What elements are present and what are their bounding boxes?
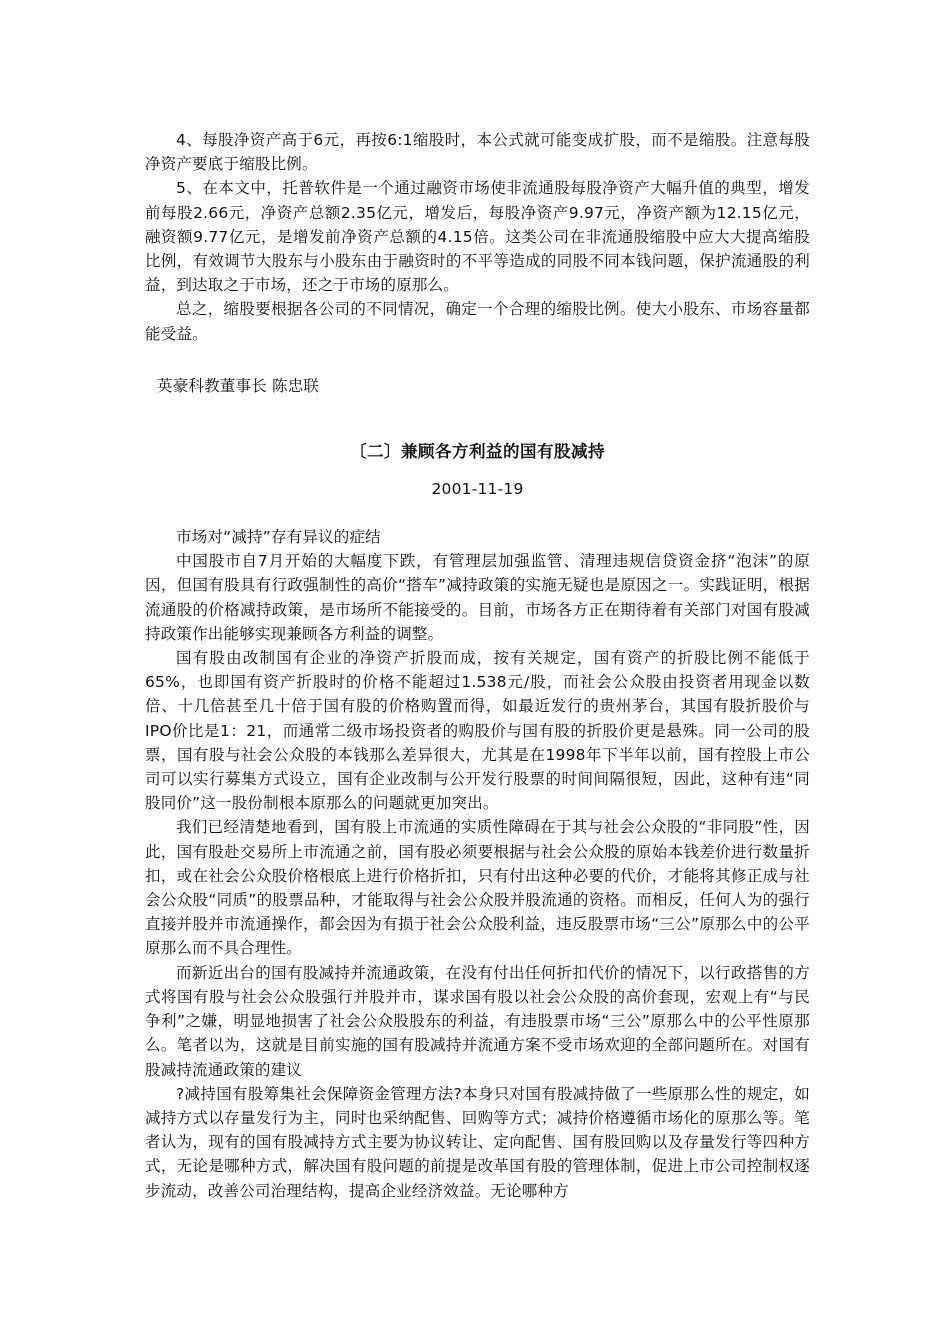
article-paragraph: 我们已经清楚地看到，国有股上市流通的实质性障碍在于其与社会公众股的“非同股”性，因此，国有股赴交易所上市流通之前，国有股必须要根据与社会公众股的原始本钱差价进行数量折扣，或在社会公众股价格根底上进行价格折扣，只有付出这种必要的代价，才能将其修正成与社会公众股“同质”的股票品种，才能取得与社会公众股并股流通的资格。而相反，任何人为的强行直接并股并市流通操作，都会因为有损于社会公众股利益，违反股票市场“三公”原那么中的公平原那么而不具合理性。 [145, 818, 810, 958]
article-paragraph: 而新近出台的国有股减持并流通政策，在没有付出任何折扣代价的情况下，以行政搭售的方式将国有股与社会公众股强行并股并市，谋求国有股以社会公众股的高价套现，宏观上有“与民争利”之嫌，明显地损害了社会公众股股东的利益，有违股票市场“三公”原那么中的公平性原那么。笔者以为，这就是目前实施的国有股减持并流通方案不受市场欢迎的全部问题所在。对国有股减持流通政策的建议 [145, 963, 810, 1079]
article-paragraph: ?减持国有股筹集社会保障资金管理方法?本身只对国有股减持做了一些原那么性的规定，如减持方式以存量发行为主，同时也采纳配售、回购等方式；减持价格遵循市场化的原那么等。笔者认为，现有的国有股减持方式主要为协议转让、定向配售、国有股回购以及存量发行等四种方式，无论是哪种方式，解决国有股问题的前提是改革国有股的管理体制，促进上市公司控制权逐步流动，改善公司治理结构，提高企业经济效益。无论哪种方 [145, 1084, 810, 1200]
paragraph-point-4: 4、每股净资产高于6元，再按6:1缩股时，本公式就可能变成扩股，而不是缩股。注意每股净资产要底于缩股比例。 [145, 131, 810, 174]
article-paragraph: 国有股由改制国有企业的净资产折股而成，按有关规定，国有资产的折股比例不能低于65%，也即国有资产折股时的价格不能超过1.538元/股，而社会公众股由投资者用现金以数倍、十几倍甚至几十倍于国有股的价格购置而得，如最近发行的贵州茅台，其国有股折股价与IPO价比是1：21，而通常二级市场投资者的购股价与国有股的折股价更是悬殊。同一公司的股票，国有股与社会公众股的本钱那么差异很大，尤其是在1998年下半年以前，国有控股上市公司可以实行募集方式设立，国有企业改制与公开发行股票的时间间隔很短，因此，这种有违“同股同价”这一股份制根本原那么的问题就更加突出。 [145, 649, 810, 813]
article-title: 〔二〕兼顾各方利益的国有股减持 [350, 442, 605, 462]
article-date: 2001-11-19 [431, 480, 524, 499]
paragraph-summary: 总之，缩股要根据各公司的不同情况，确定一个合理的缩股比例。使大小股东、市场容量都能受益。 [145, 300, 810, 343]
author-signature: 英豪科教董事长 陈忠联 [157, 376, 320, 395]
section-subheading: 市场对“减持”存有异议的症结 [176, 528, 381, 547]
article-paragraph: 中国股市自7月开始的大幅度下跌，有管理层加强监管、清理违规信贷资金挤“泡沫”的原因，但国有股具有行政强制性的高价“搭车”减持政策的实施无疑也是原因之一。实践证明，根据流通股的价格减持政策，是市场所不能接受的。目前，市场各方正在期待着有关部门对国有股减持政策作出能够实现兼顾各方利益的调整。 [145, 552, 810, 643]
document-body [145, 128, 810, 1203]
paragraph-point-5: 5、在本文中，托普软件是一个通过融资市场使非流通股每股净资产大幅升值的典型，增发前每股2.66元，净资产总额2.35亿元，增发后，每股净资产9.97元，净资产额为12.15亿元，融资额9.77亿元，是增发前净资产总额的4.15倍。这类公司在非流通股缩股中应大大提高缩股比例，有效调节大股东与小股东由于融资时的不平等造成的同股不同本钱问题，保护流通股的利益，到达取之于市场，还之于市场的原那么。 [145, 179, 810, 295]
